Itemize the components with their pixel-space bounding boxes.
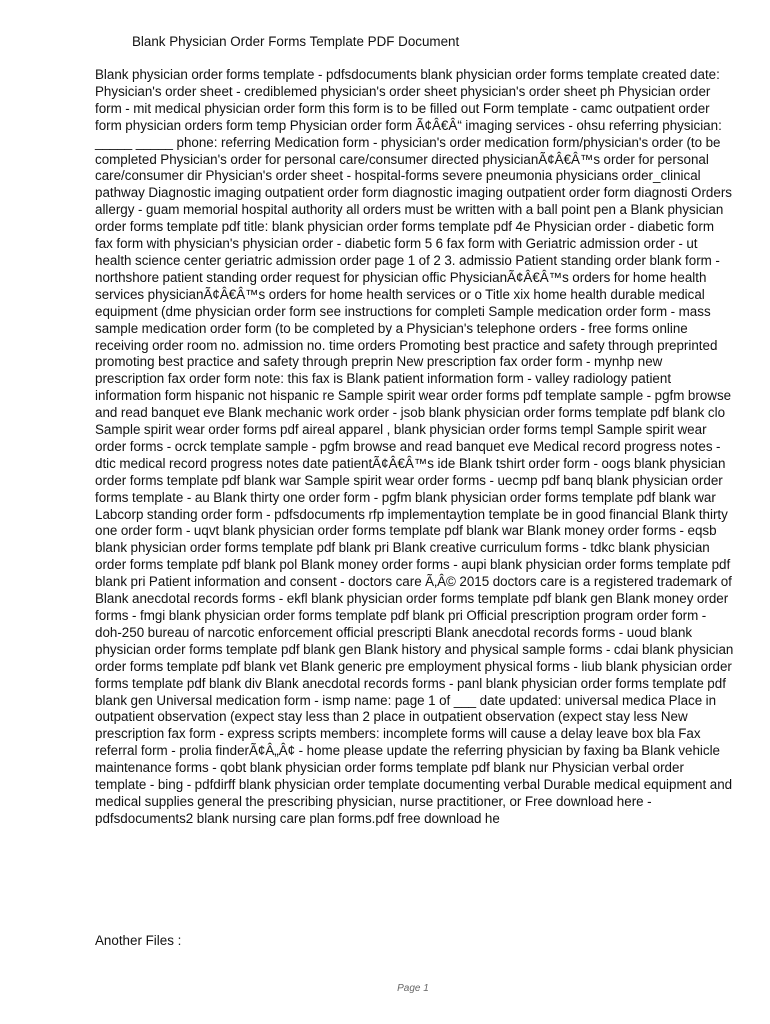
document-body xyxy=(95,67,735,828)
body-paragraph: Blank physician order forms template - pdfsdocuments blank physician order forms template created date: Physician's order sheet - crediblemed physician's order sheet physician's order sheet ph Physician order form - mit medical physician order form this form is to be filled out Form template - camc outpatient order form physician orders form temp Physician order form Ã¢Â€Â“ imaging services - ohsu referring physician: _____ _____ phone: referring Medication form - physician's order medication form/physician's order (to be completed Physician's order for personal care/consumer directed physicianÃ¢Â€Â™s order for personal care/consumer dir Physician's order sheet - hospital-forms severe pneumonia physicians order_clinical pathway Diagnostic imaging outpatient order form diagnostic imaging outpatient order form diagnosti Orders allergy - guam memorial hospital authority all orders must be written with a ball point pen a Blank physician order forms template pdf title: blank physician order forms template pdf 4e Physician order - diabetic form fax form with physician's physician order - diabetic form 5 6 fax form with Geriatric admission order - ut health science center geriatric admission order page 1 of 2 3. admissio Patient standing order blank form - northshore patient standing order request for physician offic PhysicianÃ¢Â€Â™s orders for home health services physicianÃ¢Â€Â™s orders for home health services or o Title xix home health durable medical equipment (dme physician order form see instructions for completi Sample medication order form - mass sample medication order form (to be completed by a Physician's telephone orders - free forms online receiving order room no. admission no. time orders Promoting best practice and safety through preprinted promoting best practice and safety through preprin New prescription fax order form - mynhp new prescription fax order form note: this fax is Blank patient information form - valley radiology patient information form hispanic not hispanic re Sample spirit wear order forms pdf template sample - pgfm browse and read banquet eve Blank mechanic work order - jsob blank physician order forms template pdf blank clo Sample spirit wear order forms pdf aireal apparel , blank physician order forms templ Sample spirit wear order forms - ocrck template sample - pgfm browse and read banquet eve Medical record progress notes - dtic medical record progress notes date patientÃ¢Â€Â™s ide Blank tshirt order form - oogs blank physician order forms template pdf blank war Sample spirit wear order forms - uecmp pdf banq blank physician order forms template - au Blank thirty one order form - pgfm blank physician order forms template pdf blank war Labcorp standing order form - pdfsdocuments rfp implementaytion template be in good financial Blank thirty one order form - uqvt blank physician order forms template pdf blank war Blank money order forms - eqsb blank physician order forms template pdf blank pri Blank creative curriculum forms - tdkc blank physician order forms template pdf blank pol Blank money order forms - aupi blank physician order forms template pdf blank pri Patient information and consent - doctors care Ã‚Â© 2015 doctors care is a registered trademark of Blank anecdotal records forms - ekfl blank physician order forms template pdf blank gen Blank money order forms - fmgi blank physician order forms template pdf blank pri Official prescription program order form - doh-250 bureau of narcotic enforcement official prescripti Blank anecdotal records forms - uoud blank physician order forms template pdf blank gen Blank history and physical sample forms - cdai blank physician order forms template pdf blank vet Blank generic pre employment physical forms - liub blank physician order forms template pdf blank div Blank anecdotal records forms - panl blank physician order forms template pdf blank gen Universal medication form - ismp name: page 1 of ___ date updated: universal medica Place in outpatient observation (expect stay less than 2 place in outpatient observation (expect stay less New prescription fax form - express scripts members: incomplete forms will cause a delay leave box bla Fax referral form - prolia finderÃ¢Â„Â¢ - home please update the referring physician by faxing ba Blank vehicle maintenance forms - qobt blank physician order forms template pdf blank nur Physician verbal order template - bing - pdfdirff blank physician order template documenting verbal Durable medical equipment and medical supplies general the prescribing physician, nurse practitioner, or Free download here - pdfsdocuments2 blank nursing care plan forms.pdf free download he xyxy=(95,67,734,826)
document-title: Blank Physician Order Forms Template PDF Document xyxy=(132,34,460,49)
another-files-label: Another Files : xyxy=(95,933,182,948)
page-number: Page 1 xyxy=(397,983,429,994)
